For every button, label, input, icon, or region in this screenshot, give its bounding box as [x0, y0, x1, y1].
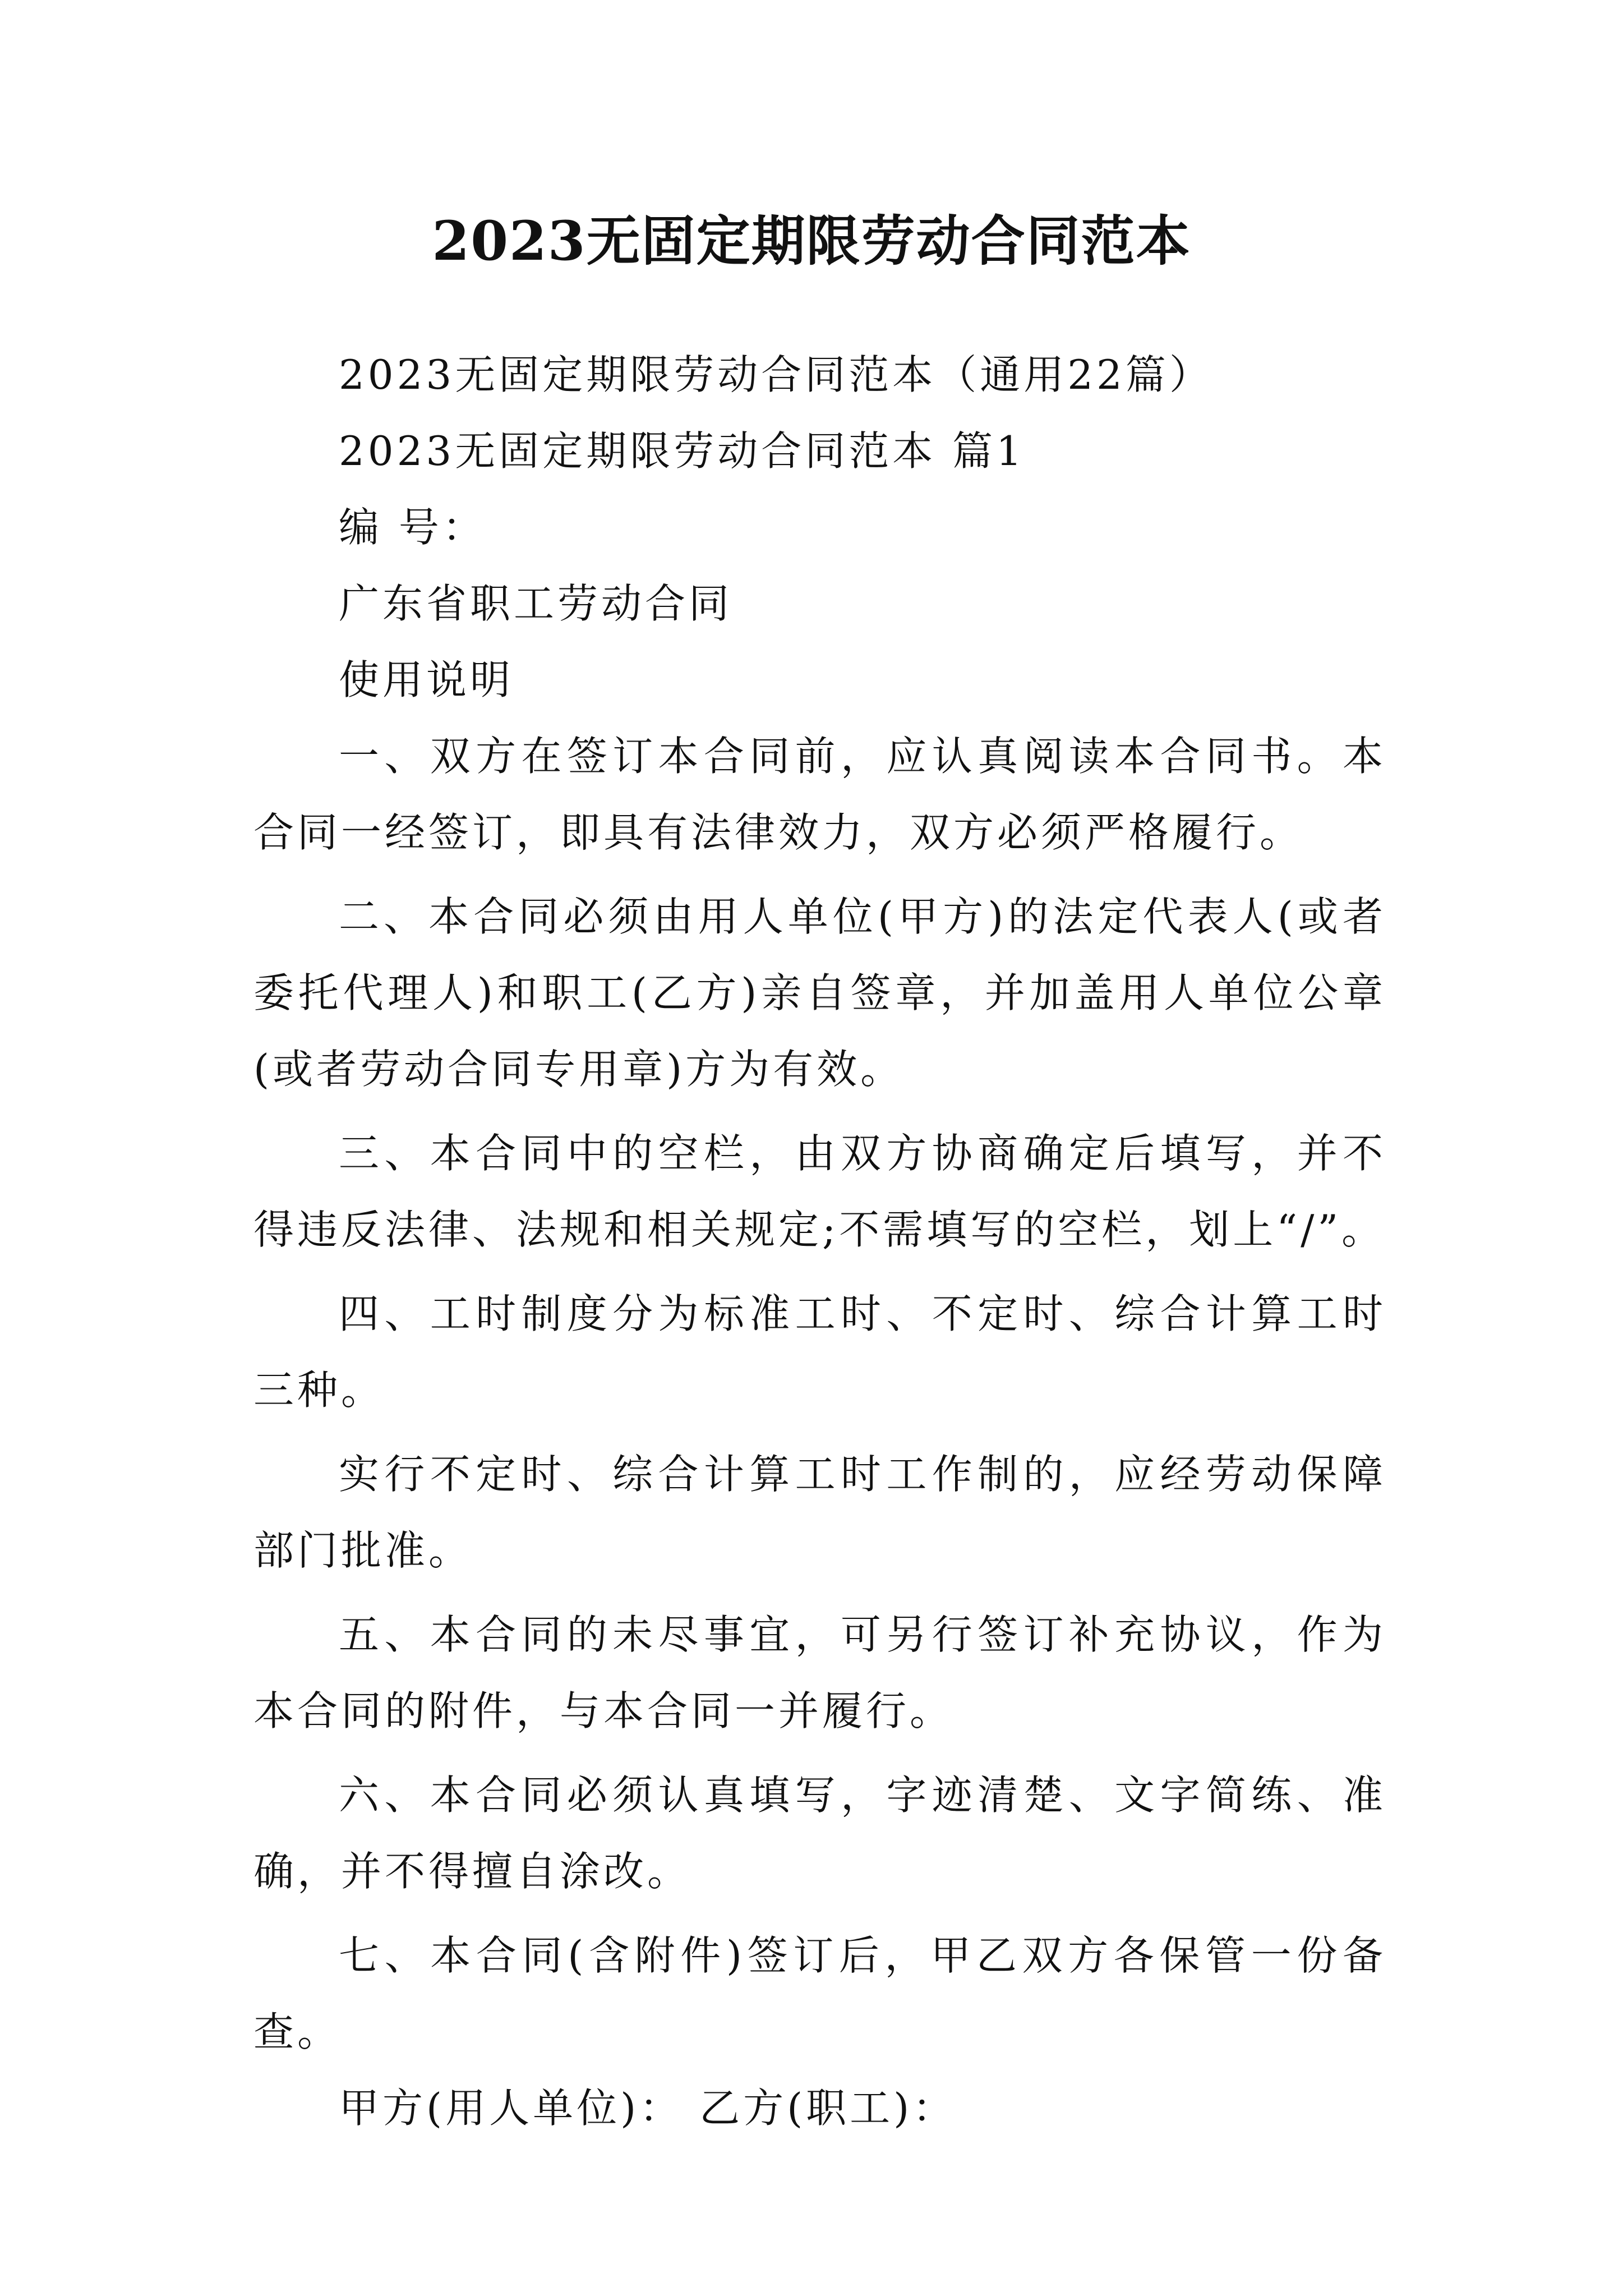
document-body: [253, 337, 1386, 2146]
paragraph-item-2: 二、本合同必须由用人单位(甲方)的法定代表人(或者委托代理人)和职工(乙方)亲自签章，并加盖用人单位公章(或者劳动合同专用章)方为有效。: [253, 893, 1386, 1093]
paragraph-item-6: 六、本合同必须认真填写，字迹清楚、文字简练、准确，并不得擅自涂改。: [253, 1772, 1386, 1895]
paragraph-contract-name: 广东省职工劳动合同: [339, 580, 733, 627]
paragraph-subtitle: 2023无固定期限劳动合同范本（通用22篇）: [339, 351, 1213, 398]
paragraph-item-4-note: 实行不定时、综合计算工时工作制的，应经劳动保障部门批准。: [253, 1451, 1386, 1574]
paragraph-serial-number: 编 号：: [339, 504, 486, 551]
paragraph-item-3: 三、本合同中的空栏，由双方协商确定后填写，并不得违反法律、法规和相关规定;不需填写的空栏，划上“/”。: [253, 1130, 1386, 1253]
paragraph-item-1: 一、双方在签订本合同前，应认真阅读本合同书。本合同一经签订，即具有法律效力，双方必须严格履行。: [253, 733, 1386, 856]
paragraph-item-7: 七、本合同(含附件)签订后，甲乙双方各保管一份备查。: [253, 1932, 1386, 2055]
paragraph-instructions-heading: 使用说明: [339, 656, 514, 703]
document-title: 2023无固定期限劳动合同范本: [432, 209, 1191, 273]
paragraph-item-4: 四、工时制度分为标准工时、不定时、综合计算工时三种。: [253, 1290, 1386, 1414]
paragraph-parties: 甲方(用人单位)： 乙方(职工)：: [339, 2085, 957, 2132]
paragraph-item-5: 五、本合同的未尽事宜，可另行签订补充协议，作为本合同的附件，与本合同一并履行。: [253, 1611, 1386, 1734]
paragraph-chapter-heading: 2023无固定期限劳动合同范本 篇1: [339, 427, 1025, 475]
